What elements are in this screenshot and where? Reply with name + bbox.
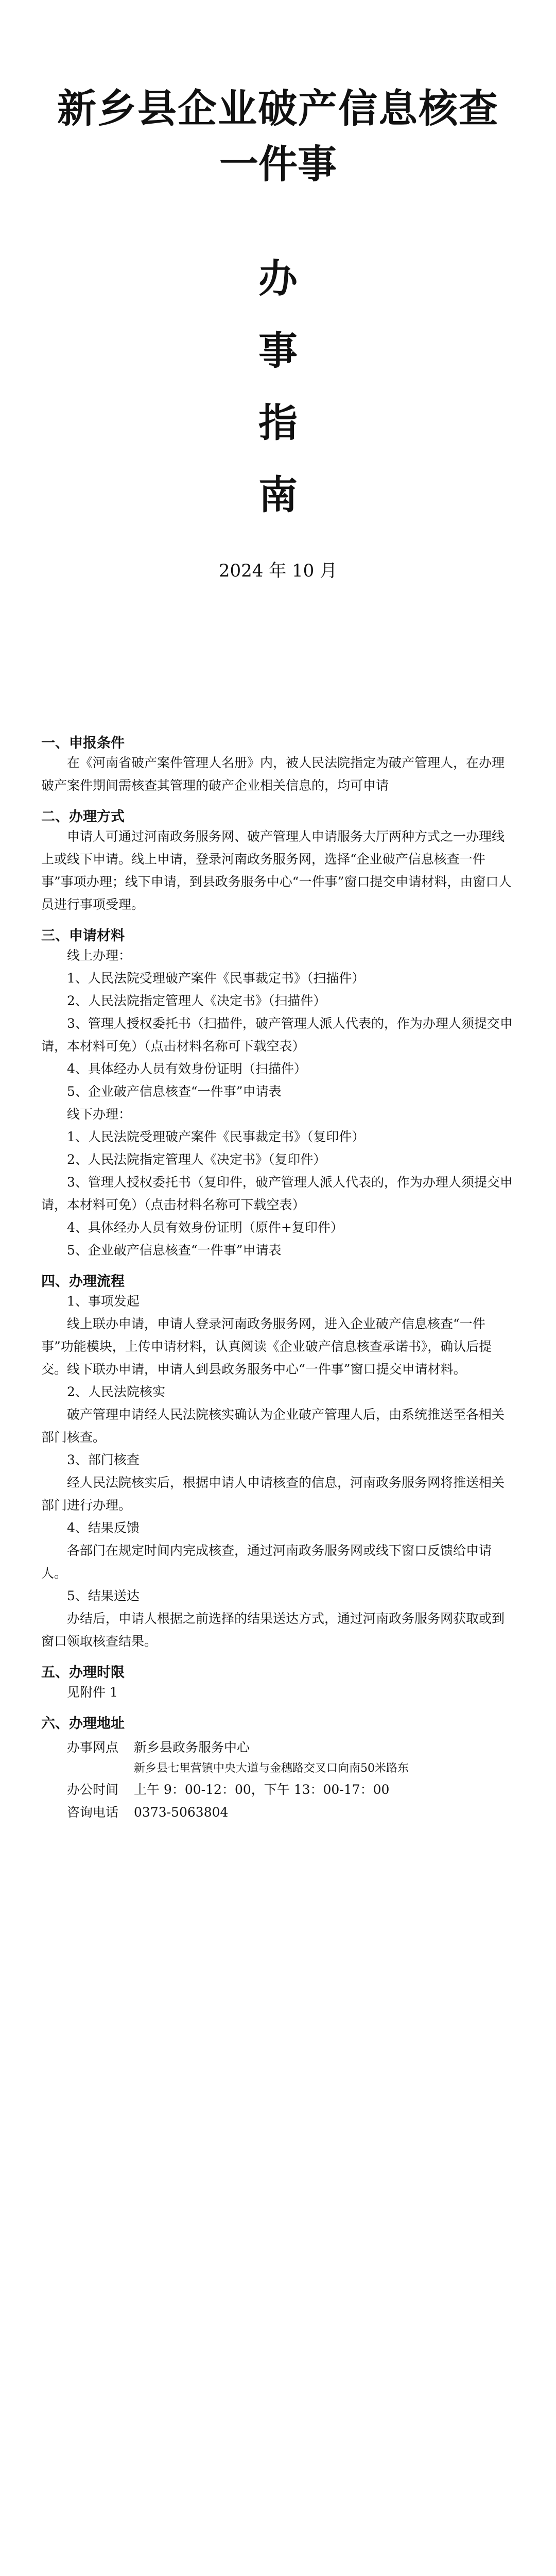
s3-offline-3: 3、管理人授权委托书（复印件，破产管理人派人代表的，作为办理人须提交申请，本材料可免）（点击材料名称可下载空表） <box>41 1175 513 1212</box>
s3-online-4: 4、具体经办人员有效身份证明（扫描件） <box>67 1061 307 1076</box>
s4-item-8: 各部门在规定时间内完成核查，通过河南政务服务网或线下窗口反馈给申请人。 <box>41 1543 492 1581</box>
office-name: 新乡县政务服务中心 <box>134 1740 250 1755</box>
phone-value: 0373-5063804 <box>134 1805 229 1820</box>
s1-title: 一、申报条件 <box>41 735 125 751</box>
cover-char-4: 南 <box>258 472 298 518</box>
hours-row <box>41 1778 515 1801</box>
s3-lead: 线上办理： <box>67 948 132 963</box>
s4-item-5: 3、部门核查 <box>67 1452 140 1467</box>
cover-char-3: 指 <box>258 400 298 446</box>
guide-section <box>41 732 515 1824</box>
phone-label: 咨询电话 <box>67 1805 119 1820</box>
cover-char-2: 事 <box>258 328 298 374</box>
s2-text: 申请人可通过河南政务服务网、破产管理人申请服务大厅两种方式之一办理线上或线下申请。线上申请，登录河南政务服务网，选择“企业破产信息核查一件事”事项办理；线下申请，到县政务服务中心“一件事”窗口提交申请材料，由窗口人员进行事项受理。 <box>41 829 512 912</box>
s2-title: 二、办理方式 <box>41 809 125 825</box>
s4-item-1: 1、事项发起 <box>67 1294 140 1309</box>
s4-title: 四、办理流程 <box>41 1274 125 1290</box>
cover-title-line2: 一件事 <box>219 141 337 187</box>
s3-offline-4: 4、具体经办人员有效身份证明（原件+复印件） <box>67 1220 343 1235</box>
s3-offline-5: 5、企业破产信息核查“一件事”申请表 <box>67 1243 282 1258</box>
hours-value: 上午 9：00-12：00，下午 13：00-17：00 <box>134 1782 390 1797</box>
s3-title: 三、申请材料 <box>41 928 125 944</box>
s1-text: 在《河南省破产案件管理人名册》内，被人民法院指定为破产管理人，在办理破产案件期间需核查其管理的破产企业相关信息的，均可申请 <box>41 755 505 793</box>
s3-online-1: 1、人民法院受理破产案件《民事裁定书》（扫描件） <box>67 971 365 986</box>
s3-lead2: 线下办理： <box>67 1107 132 1122</box>
s4-item-7: 4、结果反馈 <box>67 1520 140 1535</box>
hours-label: 办公时间 <box>67 1782 119 1797</box>
cover-title-line1: 新乡县企业破产信息核查 <box>57 86 499 131</box>
s3-online-3: 3、管理人授权委托书（扫描件，破产管理人派人代表的，作为办理人须提交申请，本材料可免）（点击材料名称可下载空表） <box>41 1016 513 1054</box>
s5-text: 见附件 1 <box>67 1685 118 1700</box>
s3-online-2: 2、人民法院指定管理人《决定书》（扫描件） <box>67 993 326 1008</box>
office-label: 办事网点 <box>67 1740 119 1755</box>
s4-item-9: 5、结果送达 <box>67 1588 140 1603</box>
s4-item-3: 2、人民法院核实 <box>67 1384 165 1399</box>
cover-date: 2024 年 10 月 <box>218 561 338 581</box>
s3-offline-2: 2、人民法院指定管理人《决定书》（复印件） <box>67 1152 326 1167</box>
phone-row <box>41 1801 515 1824</box>
cover-char-1: 办 <box>258 256 298 301</box>
s4-item-10: 办结后，申请人根据之前选择的结果送达方式，通过河南政务服务网获取或到窗口领取核查结果。 <box>41 1611 505 1649</box>
s3-online-5: 5、企业破产信息核查“一件事”申请表 <box>67 1084 282 1099</box>
office-address: 新乡县七里营镇中央大道与金穗路交叉口向南50米路东 <box>134 1762 409 1775</box>
s4-item-2: 线上联办申请，申请人登录河南政务服务网，进入企业破产信息核查“一件事”功能模块，上传申请材料，认真阅读《企业破产信息核查承诺书》，确认后提交。线下联办申请，申请人到县政务服务中心“一件事”窗口提交申请材料。 <box>41 1316 492 1377</box>
office-row <box>41 1736 515 1778</box>
s3-offline-1: 1、人民法院受理破产案件《民事裁定书》（复印件） <box>67 1129 365 1144</box>
s6-title: 六、办理地址 <box>41 1716 125 1732</box>
s5-title: 五、办理时限 <box>41 1665 125 1681</box>
s4-item-6: 经人民法院核实后，根据申请人申请核查的信息，河南政务服务网将推送相关部门进行办理。 <box>41 1475 505 1513</box>
s4-item-4: 破产管理申请经人民法院核实确认为企业破产管理人后，由系统推送至各相关部门核查。 <box>41 1407 505 1445</box>
